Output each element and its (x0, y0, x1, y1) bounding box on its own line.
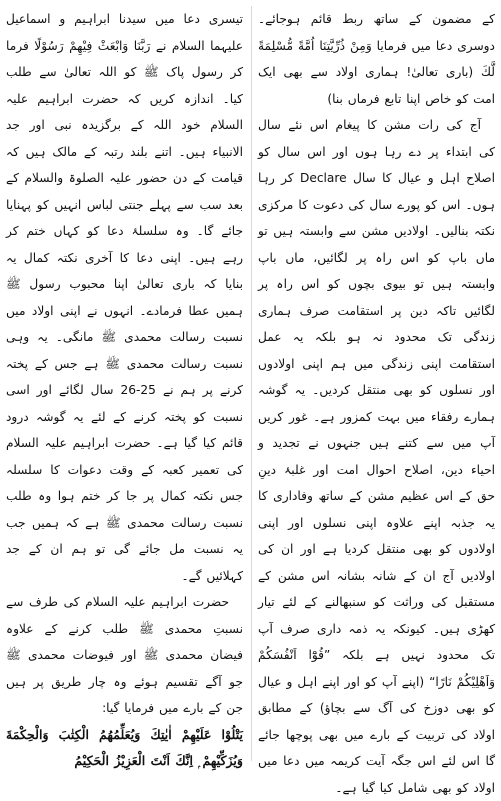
right-paragraph-1: کے مضمون کے ساتھ ربط قائم ہوجائے۔ دوسری دعا میں فرمایا وَمِنْ ذُرِّيَّتِنَا اُمَّةً مُّسْلِمَةً لَّكَ (باری تعالیٰ! ہماری اولاد سے بھی ایک امت کو خاص اپنا تابع فرماں بنا) (258, 12, 495, 106)
right-paragraph-2: آج کی رات مشن کا پیغام اس نئے سال کی ابتداء پر دے رہا ہوں اور اس سال کو اصلاح اہل و عیال کا سال Declare کر رہا ہوں۔ اس کو پورے سال کی دعوت کا مرکزی نکتہ بنالیں۔ اولادیں مشن سے وابستہ ہیں تو ماں باپ کو اس راہ پر لگائیں، ماں باپ وابستہ ہیں تو بیوی بچوں کو اس راہ پر لگائیں تاکہ دین پر استقامت صرف ہماری زندگی تک محدود نہ ہو بلکہ یہ عمل استقامت اپنی زندگی میں ہم اپنی اولادوں اور نسلوں کو بھی منتقل کردیں۔ یہ گوشہ ہمارے رفقاء میں بہت کمزور ہے۔ غور کریں آپ میں سے کتنے ہیں جنہوں نے تجدید و احیاء دین، اصلاح احوال امت اور غلبۂ دینِ حق کے اس عظیم مشن کے ساتھ وفاداری کا یہ جذبہ اپنے علاوہ اپنی نسلوں اور اپنی اولادوں کو بھی منتقل کردیا ہے اور ان کی اولادیں آج ان کے شانہ بشانہ اس مشن کے مستقبل کی وراثت کو سنبھالنے کے لئے تیار کھڑی ہیں۔ کیونکہ یہ ذمہ داری صرف آپ تک محدود نہیں ہے بلکہ ”قُوْٓا اَنْفُسَكُمْ وَاَهْلِيْكُمْ نَارًا“ (اپنے آپ کو اور اپنے اہل و عیال کو بھی دوزخ کی آگ سے بچاؤ) کے مطابق اولاد کی تربیت کے بارے میں بھی پوچھا جائے گا اس لئے اس جگہ آیت کریمہ میں دعا میں اولاد کو بھی شامل کیا گیا ہے۔ (258, 118, 496, 795)
left-paragraph-2: حضرت ابراہیم علیہ السلام کی طرف سے نسبتِ محمدی ﷺ طلب کرنے کے علاوہ فیضان محمدی ﷺ اور فیوضات محمدی ﷺ جو آگے تقسیم ہوئے وہ چار طریق پر ہیں جن کے بارے میں فرمایا گیا: (6, 595, 243, 715)
left-text-column (6, 6, 243, 768)
quranic-verse: يَتْلُوْا عَلَيْهِمْ اٰيٰتِكَ وَيُعَلِّمُهُمُ الْكِتٰبَ وَالْحِكْمَةَ وَيُزَكِّيْهِمْ ۭ اِنَّكَ اَنْتَ الْعَزِيْزُ الْحَكِيْمُ (6, 726, 243, 768)
right-text-column (251, 6, 496, 795)
left-paragraph-1: تیسری دعا میں سیدنا ابراہیم و اسماعیل علیہما السلام نے رَبَّنَا وَابْعَثْ فِيْهِمْ رَسُوْلًا فرما کر رسول پاک ﷺ کو اللہ تعالیٰ سے طلب کیا۔ اندازہ کریں کہ حضرت ابراہیم علیہ السلام خود اللہ کے برگزیدہ نبی اور جد الانبیاء ہیں۔ اتنے بلند رتبہ کے مالک ہیں کہ قیامت کے دن حضور علیہ الصلوۃ والسلام کے بعد سب سے پہلے جنتی لباس انہیں کو پہنایا جائے گا۔ وہ سلسلۂ دعا کو کہاں ختم کر رہے ہیں۔ اپنی دعا کا آخری نکتہ کمال یہ بنایا کہ باری تعالیٰ اپنا محبوب رسول ﷺ ہمیں عطا فرمادے۔ انہوں نے اپنی اولاد میں نسبت رسالت محمدی ﷺ مانگی۔ یہ وہی نسبت رسالت محمدی ﷺ ہے جس کے پختہ کرنے پر ہم نے 25-26 سال لگائے اور اسی نسبت کو پختہ کرنے کے لئے یہ گوشہ درود قائم کیا گیا ہے۔ حضرت ابراہیم علیہ السلام کی تعمیر کعبہ کے وقت دعوات کا سلسلہ جس نکتہ کمال پر جا کر ختم ہوا وہ طلب نسبت رسالت محمدی ﷺ ہے کہ ہمیں جب یہ نسبت مل جائے گی تو ہم ان کے جد کہلائیں گے۔ (6, 12, 243, 583)
